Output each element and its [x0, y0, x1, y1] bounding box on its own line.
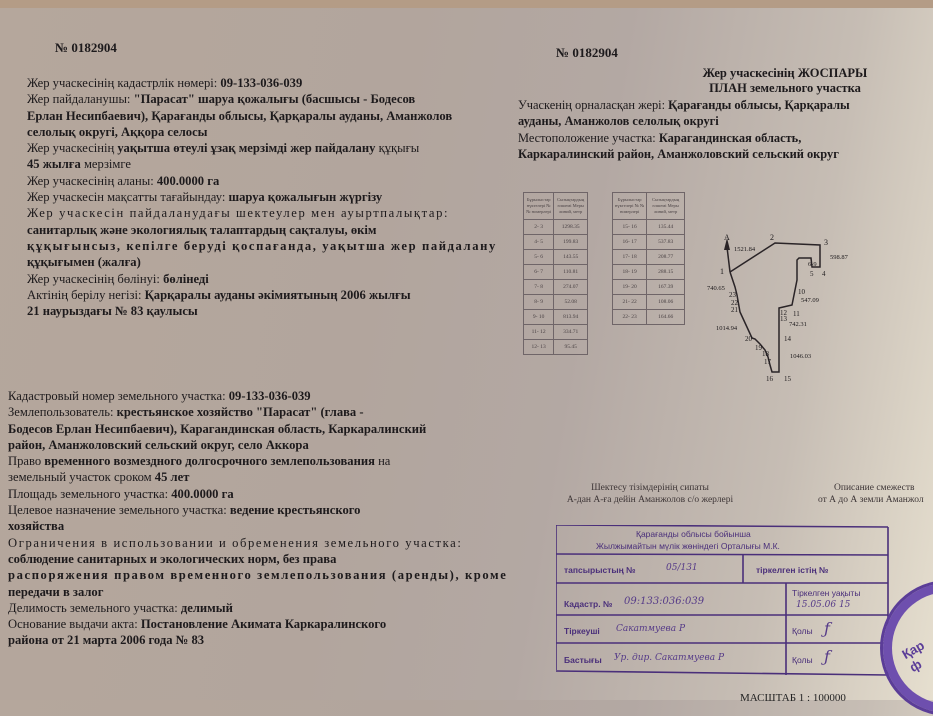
segment-length: 1298.35: [554, 220, 588, 235]
field-value: района от 21 марта 2006 года № 83: [8, 633, 205, 648]
info-line: [8, 453, 507, 469]
field-label: Делимость земельного участка:: [8, 600, 181, 615]
info-line: [8, 567, 507, 583]
stamp-header-2: Жылжымайтын мүлік жөніндегі Орталығы М.К.: [596, 541, 780, 551]
info-line: [8, 518, 507, 534]
cadastr-label: Кадастр. №: [564, 599, 613, 609]
map-dist-742: 742.31: [789, 321, 807, 328]
segment-points: 6- 7: [524, 265, 554, 280]
segment-points: 15- 16: [613, 220, 647, 235]
segment-points: 19- 20: [613, 280, 647, 295]
segment-length: 135.44: [647, 220, 685, 235]
segment-length: 95.45: [554, 340, 588, 355]
segment-length: 288.15: [647, 265, 685, 280]
map-label-20: 20: [745, 335, 752, 343]
sign2-label: Қолы: [792, 655, 813, 665]
map-scale: МАСШТАБ 1 : 100000: [740, 692, 846, 704]
segment-table-right: [612, 192, 685, 325]
map-dist-1014: 1014.94: [716, 325, 738, 332]
registrar-label: Тіркеуші: [564, 626, 600, 636]
segment-length: 274.07: [554, 280, 588, 295]
segment-length: 537.83: [647, 235, 685, 250]
field-label: Жер учаскесінің аланы:: [27, 173, 157, 188]
ru-land-info: [8, 388, 507, 649]
map-label-16: 16: [766, 375, 773, 383]
field-label: Основание выдачи акта:: [8, 617, 141, 632]
map-label-5: 5: [810, 270, 814, 278]
field-value: передачи в залог: [8, 584, 104, 599]
adjacency-kz-text: А-дан А-ға дейін Аманжолов с/о жерлері: [566, 495, 734, 505]
info-line: [27, 156, 497, 172]
field-label: Жер пайдаланушы:: [27, 92, 134, 107]
table-row: [524, 325, 588, 340]
info-line: [27, 271, 497, 287]
table-row: [524, 280, 588, 295]
map-label-15: 15: [784, 375, 791, 383]
info-line: [8, 535, 507, 551]
segment-points: 17- 18: [613, 250, 647, 265]
field-value: соблюдение санитарных и экологических норм, без права: [8, 551, 337, 566]
info-line: [27, 238, 497, 254]
table-row: [613, 250, 685, 265]
field-value: 09-133-036-039: [220, 76, 303, 90]
plan-title-ru: ПЛАН земельного участка: [709, 81, 861, 95]
table-row: [613, 220, 685, 235]
location-ru-value: Карагандинская область,: [658, 130, 802, 145]
info-line: [8, 632, 507, 648]
field-value: Ерлан Несипбаевич), Қарағанды облысы, Қарқаралы ауданы, Аманжолов: [27, 108, 453, 123]
adjacency-kz: [560, 482, 740, 506]
field-value: уақытша өтеулі ұзақ мерзімді жер пайдалану: [117, 141, 376, 156]
field-value: ведение крестьянского: [229, 503, 361, 518]
field-value: хозяйства: [8, 519, 65, 534]
signature: ƒ: [824, 619, 830, 638]
table-row: [524, 340, 588, 355]
reg-time-value: 15.05.06 15: [796, 600, 851, 610]
field-label: Площадь земельного участка:: [8, 486, 172, 501]
field-value: 400.0000 га: [171, 486, 234, 501]
map-label-1: 1: [720, 267, 724, 276]
table-row: [613, 235, 685, 250]
segment-length: 108.06: [647, 295, 685, 310]
field-label: Жер учаскесін мақсатты тағайындау:: [27, 190, 229, 205]
segment-length: 110.81: [554, 265, 588, 280]
table-row: [524, 250, 588, 265]
segment-points: 4- 5: [524, 235, 554, 250]
case-label: тіркелген істің №: [756, 565, 829, 575]
segment-length: 208.77: [647, 250, 685, 265]
info-line: [8, 502, 507, 518]
map-label-4: 4: [822, 270, 826, 278]
location-kz-value-2: ауданы, Аманжолов селолық округі: [518, 114, 719, 129]
map-label-22: 22: [731, 299, 738, 307]
reg-time-label: Тіркелген уақыты: [792, 588, 861, 598]
field-label: земельный участок сроком: [8, 470, 155, 485]
segment-length: 52.08: [554, 295, 588, 310]
map-label-10: 10: [798, 288, 805, 296]
field-value: 45 жылға: [27, 157, 81, 172]
segment-points: 22- 23: [613, 310, 647, 325]
map-label-a: A: [724, 233, 730, 242]
field-value: селолық округі, Аққора селосы: [27, 124, 208, 139]
segment-length: 143.55: [554, 250, 588, 265]
field-label: Кадастровый номер земельного участка:: [8, 389, 229, 403]
segment-length: 167.39: [647, 280, 685, 295]
info-line: [27, 222, 497, 238]
info-line: [8, 469, 507, 485]
field-value: 45 лет: [154, 470, 190, 485]
info-line: [27, 287, 497, 303]
doc-number-left: № 0182904: [55, 40, 117, 55]
location-kz-value: Қарағанды облысы, Қарқаралы: [668, 98, 850, 112]
field-value: шаруа қожалығын жүргізу: [228, 190, 383, 205]
plan-title-kz: Жер учаскесінің ЖОСПАРЫ: [702, 66, 868, 80]
field-suffix: құқығы: [375, 141, 420, 156]
table-row: [524, 220, 588, 235]
adjacency-ru: [818, 482, 933, 506]
table-header-row: [613, 193, 685, 220]
field-label: Жер учаскесін пайдаланудағы шектеулер мен ауыртпалықтар:: [27, 206, 450, 221]
field-value: крестьянское хозяйство "Парасат" (глава -: [116, 405, 364, 420]
adjacency-ru-title: Описание смежеств: [834, 483, 915, 493]
location-ru-value-2: Каркаралинский район, Аманжоловский сельский округ: [518, 146, 839, 161]
segment-length: 813.94: [554, 310, 588, 325]
segment-points: 5- 6: [524, 250, 554, 265]
info-line: [27, 173, 497, 189]
info-line: [27, 140, 497, 156]
info-line: [27, 108, 497, 124]
registrar-value: Сакатмуева Р: [616, 624, 686, 634]
segment-points: 8- 9: [524, 295, 554, 310]
info-line: [8, 584, 507, 600]
map-dist-547: 547.09: [801, 297, 819, 304]
column-header: Сызықтардың өлшемі Меры линий, метр: [647, 193, 685, 220]
map-label-23: 23: [729, 291, 736, 299]
field-value: Постановление Акимата Каркаралинского: [140, 617, 387, 632]
table-row: [613, 280, 685, 295]
segment-table-left: [523, 192, 588, 355]
order-value: 05/131: [666, 563, 698, 573]
field-label: Жер учаскесінің: [27, 141, 118, 156]
field-suffix: мерзімге: [80, 157, 131, 172]
segment-points: 11- 12: [524, 325, 554, 340]
field-value: временного возмездного долгосрочного землепользования: [44, 454, 375, 469]
field-value: 400.0000 га: [156, 173, 220, 188]
info-line: [27, 205, 497, 221]
table-header-row: [524, 193, 588, 220]
column-header: Бұрылыстар нүктелері № № номерлері: [613, 193, 647, 220]
field-value: распоряжения правом временного землепользования (аренды), кроме: [8, 568, 508, 583]
signature-2: ƒ: [824, 647, 830, 666]
map-label-6-9: 6-9: [808, 261, 817, 268]
cadastr-value: 09:133:036:039: [624, 596, 705, 607]
table-row: [524, 295, 588, 310]
adjacency-ru-text: от А до А земли Аманжол: [818, 495, 924, 505]
info-line: [8, 404, 507, 420]
land-plot-map: [700, 220, 848, 390]
map-label-21: 21: [731, 306, 738, 314]
field-label: Право: [8, 454, 45, 469]
field-value: Бодесов Ерлан Несипбаевич), Карагандинская область, Каркаралинский: [8, 421, 427, 436]
field-label: Ограничения в использовании и обременения земельного участка:: [8, 535, 463, 550]
segment-points: 21- 22: [613, 295, 647, 310]
field-suffix: на: [374, 454, 391, 469]
table-row: [524, 310, 588, 325]
field-value: 21 наурыздағы № 83 қаулысы: [27, 304, 198, 319]
info-line: [8, 486, 507, 502]
segment-points: 18- 19: [613, 265, 647, 280]
plan-title: [640, 66, 930, 96]
info-line: [8, 388, 507, 404]
info-line: [27, 254, 497, 270]
info-line: [8, 551, 507, 567]
segment-points: 16- 17: [613, 235, 647, 250]
chief-value: Ур. дир. Сакатмуева Р: [614, 653, 725, 663]
info-line: [8, 421, 507, 437]
chief-label: Бастығы: [564, 655, 602, 665]
segment-points: 9- 10: [524, 310, 554, 325]
field-value: құқығынсыз, кепілге беруді қоспағанда, уақытша жер пайдалану: [27, 238, 497, 253]
info-line: [8, 437, 507, 453]
field-label: Землепользователь:: [8, 405, 117, 420]
field-label: Целевое назначение земельного участка:: [8, 503, 230, 518]
field-value: құқығымен (жалға): [27, 255, 141, 270]
column-header: Бұрылыстар нүктелері № № номерлері: [524, 193, 554, 220]
map-dist-740: 740.65: [707, 285, 725, 292]
segment-points: 12- 13: [524, 340, 554, 355]
field-value: бөлінеді: [163, 271, 209, 286]
stamp-header-1: Қарағанды облысы бойынша: [636, 529, 751, 539]
table-row: [613, 265, 685, 280]
field-value: санитарлық және экологиялық талаптардың сақталуы, өкім: [27, 222, 377, 237]
map-label-18: 18: [762, 350, 769, 358]
segment-length: 199.83: [554, 235, 588, 250]
map-label-3: 3: [824, 238, 828, 247]
map-label-11: 11: [793, 310, 800, 318]
map-label-12: 12: [780, 309, 787, 317]
map-label-14: 14: [784, 335, 791, 343]
field-value: "Парасат" шаруа қожалығы (басшысы - Бодесов: [133, 92, 416, 107]
map-label-2: 2: [770, 233, 774, 242]
map-label-19: 19: [755, 344, 762, 352]
adjacency-kz-title: Шектесу тізімдерінің сипаты: [591, 483, 709, 493]
map-label-17: 17: [764, 358, 771, 366]
segment-length: 164.66: [647, 310, 685, 325]
info-line: [27, 189, 497, 205]
field-label: Актінің берілу негізі:: [27, 287, 145, 302]
registration-stamp: [556, 525, 886, 675]
table-row: [613, 295, 685, 310]
doc-number-right: № 0182904: [556, 45, 618, 60]
segment-points: 7- 8: [524, 280, 554, 295]
info-line: [8, 600, 507, 616]
column-header: Сызықтардың өлшемі Меры линий, метр: [554, 193, 588, 220]
info-line: [27, 91, 497, 107]
seal-text: Қар ф: [899, 637, 927, 675]
field-label: Жер учаскесінің кадастрлік нөмері:: [27, 76, 221, 90]
table-row: [613, 310, 685, 325]
plan-location: [518, 97, 850, 162]
info-line: [27, 124, 497, 140]
field-value: 09-133-036-039: [228, 389, 311, 403]
page-top-edge: [0, 0, 933, 8]
location-ru-label: Местоположение участка:: [518, 130, 659, 145]
map-dist-1046: 1046.03: [790, 353, 812, 360]
field-value: район, Аманжоловский сельский округ, село Аккора: [8, 437, 309, 452]
table-row: [524, 235, 588, 250]
map-label-13: 13: [780, 315, 787, 323]
segment-points: 2- 3: [524, 220, 554, 235]
info-line: [27, 303, 497, 319]
map-dist-598: 598.87: [830, 254, 848, 261]
location-kz-label: Учаскенің орналасқан жері:: [518, 98, 669, 112]
table-row: [524, 265, 588, 280]
field-value: Қарқаралы ауданы әкімиятының 2006 жылғы: [144, 287, 411, 302]
info-line: [27, 75, 497, 91]
segment-length: 334.71: [554, 325, 588, 340]
sign-label: Қолы: [792, 626, 813, 636]
kz-land-info: [27, 75, 497, 319]
field-label: Жер учаскесінің бөлінуі:: [27, 271, 164, 286]
order-label: тапсырыстың №: [564, 565, 636, 575]
info-line: [8, 616, 507, 632]
map-dist-1521: 1521.84: [734, 246, 756, 253]
field-value: делимый: [180, 600, 233, 615]
